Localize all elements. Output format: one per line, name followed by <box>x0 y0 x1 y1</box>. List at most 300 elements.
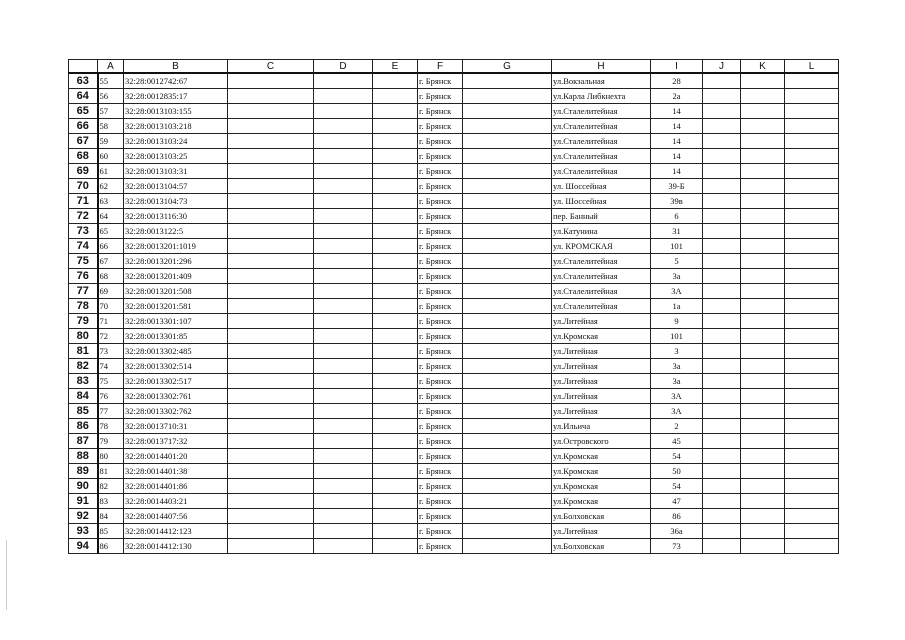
cell-h[interactable]: ул.Сталелитейная <box>552 104 651 119</box>
cell-a[interactable]: 57 <box>98 104 124 119</box>
cell-h[interactable]: пер. Банный <box>552 209 651 224</box>
cell-e[interactable] <box>373 209 418 224</box>
cell-c[interactable] <box>228 269 314 284</box>
cell-b[interactable]: 32:28:0013201:1019 <box>124 239 228 254</box>
cell-d[interactable] <box>314 104 373 119</box>
cell-j[interactable] <box>703 419 741 434</box>
cell-j[interactable] <box>703 374 741 389</box>
cell-f[interactable]: г. Брянск <box>418 89 463 104</box>
cell-e[interactable] <box>373 434 418 449</box>
cell-a[interactable]: 73 <box>98 344 124 359</box>
cell-f[interactable]: г. Брянск <box>418 464 463 479</box>
cell-e[interactable] <box>373 524 418 539</box>
cell-c[interactable] <box>228 404 314 419</box>
cell-f[interactable]: г. Брянск <box>418 239 463 254</box>
cell-a[interactable]: 72 <box>98 329 124 344</box>
row-header[interactable]: 81 <box>69 344 98 359</box>
cell-f[interactable]: г. Брянск <box>418 224 463 239</box>
cell-j[interactable] <box>703 509 741 524</box>
cell-f[interactable]: г. Брянск <box>418 299 463 314</box>
cell-d[interactable] <box>314 254 373 269</box>
cell-i[interactable]: 54 <box>651 449 703 464</box>
cell-j[interactable] <box>703 329 741 344</box>
cell-g[interactable] <box>463 73 552 89</box>
cell-k[interactable] <box>741 194 785 209</box>
cell-a[interactable]: 75 <box>98 374 124 389</box>
cell-k[interactable] <box>741 209 785 224</box>
cell-b[interactable]: 32:28:0013302:762 <box>124 404 228 419</box>
cell-c[interactable] <box>228 149 314 164</box>
cell-b[interactable]: 32:28:0013116:30 <box>124 209 228 224</box>
cell-i[interactable]: 73 <box>651 539 703 554</box>
cell-b[interactable]: 32:28:0013103:24 <box>124 134 228 149</box>
cell-c[interactable] <box>228 254 314 269</box>
cell-a[interactable]: 64 <box>98 209 124 224</box>
column-header-l[interactable]: L <box>785 60 839 74</box>
cell-i[interactable]: 3А <box>651 389 703 404</box>
cell-f[interactable]: г. Брянск <box>418 434 463 449</box>
cell-d[interactable] <box>314 539 373 554</box>
cell-l[interactable] <box>785 509 839 524</box>
cell-i[interactable]: 45 <box>651 434 703 449</box>
cell-b[interactable]: 32:28:0012742:67 <box>124 73 228 89</box>
cell-l[interactable] <box>785 494 839 509</box>
cell-g[interactable] <box>463 134 552 149</box>
cell-l[interactable] <box>785 479 839 494</box>
cell-b[interactable]: 32:28:0013717:32 <box>124 434 228 449</box>
cell-l[interactable] <box>785 104 839 119</box>
row-header[interactable]: 63 <box>69 73 98 89</box>
cell-i[interactable]: 31 <box>651 224 703 239</box>
cell-c[interactable] <box>228 329 314 344</box>
cell-c[interactable] <box>228 194 314 209</box>
row-header[interactable]: 68 <box>69 149 98 164</box>
row-header[interactable]: 74 <box>69 239 98 254</box>
cell-l[interactable] <box>785 434 839 449</box>
cell-l[interactable] <box>785 119 839 134</box>
cell-h[interactable]: ул.Сталелитейная <box>552 134 651 149</box>
cell-e[interactable] <box>373 224 418 239</box>
cell-c[interactable] <box>228 359 314 374</box>
cell-k[interactable] <box>741 239 785 254</box>
row-header[interactable]: 87 <box>69 434 98 449</box>
cell-l[interactable] <box>785 314 839 329</box>
cell-k[interactable] <box>741 449 785 464</box>
cell-g[interactable] <box>463 209 552 224</box>
cell-i[interactable]: 47 <box>651 494 703 509</box>
cell-j[interactable] <box>703 284 741 299</box>
cell-d[interactable] <box>314 419 373 434</box>
cell-d[interactable] <box>314 434 373 449</box>
cell-g[interactable] <box>463 89 552 104</box>
column-header-e[interactable]: E <box>373 60 418 74</box>
cell-i[interactable]: 3а <box>651 359 703 374</box>
cell-e[interactable] <box>373 149 418 164</box>
row-header[interactable]: 93 <box>69 524 98 539</box>
cell-a[interactable]: 76 <box>98 389 124 404</box>
cell-h[interactable]: ул.Катунина <box>552 224 651 239</box>
cell-e[interactable] <box>373 269 418 284</box>
cell-f[interactable]: г. Брянск <box>418 194 463 209</box>
cell-f[interactable]: г. Брянск <box>418 539 463 554</box>
cell-b[interactable]: 32:28:0013104:73 <box>124 194 228 209</box>
cell-j[interactable] <box>703 269 741 284</box>
cell-b[interactable]: 32:28:0013302:761 <box>124 389 228 404</box>
cell-g[interactable] <box>463 254 552 269</box>
cell-e[interactable] <box>373 194 418 209</box>
row-header[interactable]: 82 <box>69 359 98 374</box>
cell-c[interactable] <box>228 344 314 359</box>
cell-c[interactable] <box>228 209 314 224</box>
cell-e[interactable] <box>373 404 418 419</box>
column-header-j[interactable]: J <box>703 60 741 74</box>
cell-g[interactable] <box>463 404 552 419</box>
column-header-h[interactable]: H <box>552 60 651 74</box>
cell-l[interactable] <box>785 329 839 344</box>
cell-j[interactable] <box>703 134 741 149</box>
row-header[interactable]: 79 <box>69 314 98 329</box>
cell-l[interactable] <box>785 344 839 359</box>
cell-l[interactable] <box>785 449 839 464</box>
cell-h[interactable]: ул.Сталелитейная <box>552 119 651 134</box>
cell-l[interactable] <box>785 194 839 209</box>
cell-l[interactable] <box>785 299 839 314</box>
cell-f[interactable]: г. Брянск <box>418 104 463 119</box>
cell-e[interactable] <box>373 299 418 314</box>
cell-g[interactable] <box>463 449 552 464</box>
cell-b[interactable]: 32:28:0014407:56 <box>124 509 228 524</box>
cell-f[interactable]: г. Брянск <box>418 524 463 539</box>
column-header-g[interactable]: G <box>463 60 552 74</box>
cell-b[interactable]: 32:28:0013201:409 <box>124 269 228 284</box>
cell-l[interactable] <box>785 404 839 419</box>
cell-j[interactable] <box>703 539 741 554</box>
cell-f[interactable]: г. Брянск <box>418 479 463 494</box>
cell-c[interactable] <box>228 89 314 104</box>
cell-k[interactable] <box>741 434 785 449</box>
cell-j[interactable] <box>703 389 741 404</box>
cell-h[interactable]: ул.Литейная <box>552 524 651 539</box>
cell-a[interactable]: 86 <box>98 539 124 554</box>
cell-h[interactable]: ул.Кромская <box>552 494 651 509</box>
cell-h[interactable]: ул.Сталелитейная <box>552 164 651 179</box>
cell-h[interactable]: ул.Ильича <box>552 419 651 434</box>
cell-a[interactable]: 69 <box>98 284 124 299</box>
cell-h[interactable]: ул.Островского <box>552 434 651 449</box>
cell-c[interactable] <box>228 73 314 89</box>
cell-k[interactable] <box>741 464 785 479</box>
cell-d[interactable] <box>314 344 373 359</box>
cell-d[interactable] <box>314 164 373 179</box>
cell-g[interactable] <box>463 329 552 344</box>
cell-c[interactable] <box>228 164 314 179</box>
cell-i[interactable]: 14 <box>651 119 703 134</box>
cell-f[interactable]: г. Брянск <box>418 494 463 509</box>
cell-f[interactable]: г. Брянск <box>418 374 463 389</box>
cell-k[interactable] <box>741 359 785 374</box>
cell-i[interactable]: 3а <box>651 374 703 389</box>
cell-c[interactable] <box>228 479 314 494</box>
cell-i[interactable]: 36а <box>651 524 703 539</box>
cell-a[interactable]: 71 <box>98 314 124 329</box>
cell-b[interactable]: 32:28:0013103:31 <box>124 164 228 179</box>
cell-h[interactable]: ул.Карла Либкнехта <box>552 89 651 104</box>
cell-c[interactable] <box>228 314 314 329</box>
cell-g[interactable] <box>463 104 552 119</box>
cell-g[interactable] <box>463 314 552 329</box>
cell-i[interactable]: 39-Б <box>651 179 703 194</box>
cell-d[interactable] <box>314 509 373 524</box>
column-header-d[interactable]: D <box>314 60 373 74</box>
cell-b[interactable]: 32:28:0013122:5 <box>124 224 228 239</box>
cell-d[interactable] <box>314 479 373 494</box>
row-header[interactable]: 85 <box>69 404 98 419</box>
cell-k[interactable] <box>741 479 785 494</box>
cell-f[interactable]: г. Брянск <box>418 209 463 224</box>
cell-k[interactable] <box>741 389 785 404</box>
cell-g[interactable] <box>463 464 552 479</box>
cell-b[interactable]: 32:28:0014401:86 <box>124 479 228 494</box>
cell-f[interactable]: г. Брянск <box>418 404 463 419</box>
cell-b[interactable]: 32:28:0013104:57 <box>124 179 228 194</box>
cell-d[interactable] <box>314 329 373 344</box>
cell-f[interactable]: г. Брянск <box>418 284 463 299</box>
cell-c[interactable] <box>228 119 314 134</box>
cell-d[interactable] <box>314 299 373 314</box>
cell-k[interactable] <box>741 224 785 239</box>
cell-c[interactable] <box>228 419 314 434</box>
cell-h[interactable]: ул.Сталелитейная <box>552 269 651 284</box>
cell-j[interactable] <box>703 344 741 359</box>
cell-j[interactable] <box>703 164 741 179</box>
cell-l[interactable] <box>785 374 839 389</box>
row-header[interactable]: 94 <box>69 539 98 554</box>
cell-b[interactable]: 32:28:0013103:218 <box>124 119 228 134</box>
cell-k[interactable] <box>741 73 785 89</box>
cell-j[interactable] <box>703 104 741 119</box>
cell-a[interactable]: 77 <box>98 404 124 419</box>
cell-l[interactable] <box>785 359 839 374</box>
cell-l[interactable] <box>785 224 839 239</box>
cell-l[interactable] <box>785 89 839 104</box>
cell-d[interactable] <box>314 134 373 149</box>
cell-k[interactable] <box>741 134 785 149</box>
cell-k[interactable] <box>741 164 785 179</box>
cell-b[interactable]: 32:28:0014401:20 <box>124 449 228 464</box>
column-header-k[interactable]: K <box>741 60 785 74</box>
cell-k[interactable] <box>741 284 785 299</box>
cell-d[interactable] <box>314 73 373 89</box>
cell-b[interactable]: 32:28:0014412:130 <box>124 539 228 554</box>
cell-i[interactable]: 14 <box>651 104 703 119</box>
cell-j[interactable] <box>703 299 741 314</box>
cell-e[interactable] <box>373 179 418 194</box>
cell-l[interactable] <box>785 149 839 164</box>
cell-e[interactable] <box>373 344 418 359</box>
cell-k[interactable] <box>741 179 785 194</box>
cell-k[interactable] <box>741 404 785 419</box>
cell-l[interactable] <box>785 134 839 149</box>
cell-l[interactable] <box>785 524 839 539</box>
cell-e[interactable] <box>373 329 418 344</box>
cell-k[interactable] <box>741 104 785 119</box>
cell-g[interactable] <box>463 179 552 194</box>
cell-h[interactable]: ул.Кромская <box>552 329 651 344</box>
cell-k[interactable] <box>741 329 785 344</box>
cell-g[interactable] <box>463 269 552 284</box>
cell-a[interactable]: 82 <box>98 479 124 494</box>
cell-h[interactable]: ул.Кромская <box>552 479 651 494</box>
row-header[interactable]: 73 <box>69 224 98 239</box>
cell-b[interactable]: 32:28:0013201:508 <box>124 284 228 299</box>
cell-h[interactable]: ул.Вокзальная <box>552 73 651 89</box>
cell-d[interactable] <box>314 209 373 224</box>
row-header[interactable]: 83 <box>69 374 98 389</box>
cell-h[interactable]: ул.Литейная <box>552 344 651 359</box>
cell-j[interactable] <box>703 359 741 374</box>
cell-g[interactable] <box>463 524 552 539</box>
cell-f[interactable]: г. Брянск <box>418 314 463 329</box>
cell-h[interactable]: ул.Болховская <box>552 539 651 554</box>
cell-i[interactable]: 9 <box>651 314 703 329</box>
cell-a[interactable]: 60 <box>98 149 124 164</box>
cell-i[interactable]: 6 <box>651 209 703 224</box>
cell-g[interactable] <box>463 164 552 179</box>
cell-b[interactable]: 32:28:0013201:296 <box>124 254 228 269</box>
cell-l[interactable] <box>785 73 839 89</box>
cell-j[interactable] <box>703 89 741 104</box>
cell-b[interactable]: 32:28:0013302:485 <box>124 344 228 359</box>
cell-e[interactable] <box>373 239 418 254</box>
cell-i[interactable]: 3А <box>651 404 703 419</box>
cell-c[interactable] <box>228 224 314 239</box>
cell-d[interactable] <box>314 179 373 194</box>
cell-j[interactable] <box>703 194 741 209</box>
cell-a[interactable]: 65 <box>98 224 124 239</box>
cell-b[interactable]: 32:28:0012835:17 <box>124 89 228 104</box>
cell-i[interactable]: 2 <box>651 419 703 434</box>
cell-g[interactable] <box>463 374 552 389</box>
cell-a[interactable]: 61 <box>98 164 124 179</box>
cell-e[interactable] <box>373 449 418 464</box>
cell-a[interactable]: 62 <box>98 179 124 194</box>
cell-l[interactable] <box>785 164 839 179</box>
cell-d[interactable] <box>314 119 373 134</box>
cell-i[interactable]: 2а <box>651 89 703 104</box>
cell-j[interactable] <box>703 449 741 464</box>
row-header[interactable]: 86 <box>69 419 98 434</box>
cell-a[interactable]: 67 <box>98 254 124 269</box>
column-header-f[interactable]: F <box>418 60 463 74</box>
cell-k[interactable] <box>741 89 785 104</box>
cell-b[interactable]: 32:28:0013302:514 <box>124 359 228 374</box>
cell-l[interactable] <box>785 539 839 554</box>
cell-b[interactable]: 32:28:0013302:517 <box>124 374 228 389</box>
cell-a[interactable]: 59 <box>98 134 124 149</box>
cell-d[interactable] <box>314 89 373 104</box>
cell-d[interactable] <box>314 239 373 254</box>
cell-f[interactable]: г. Брянск <box>418 119 463 134</box>
cell-j[interactable] <box>703 464 741 479</box>
cell-g[interactable] <box>463 284 552 299</box>
cell-c[interactable] <box>228 374 314 389</box>
cell-e[interactable] <box>373 509 418 524</box>
cell-j[interactable] <box>703 119 741 134</box>
cell-b[interactable]: 32:28:0013103:155 <box>124 104 228 119</box>
row-header[interactable]: 65 <box>69 104 98 119</box>
cell-k[interactable] <box>741 509 785 524</box>
cell-b[interactable]: 32:28:0013301:85 <box>124 329 228 344</box>
cell-i[interactable]: 101 <box>651 329 703 344</box>
cell-d[interactable] <box>314 359 373 374</box>
column-header-a[interactable]: A <box>98 60 124 74</box>
cell-a[interactable]: 55 <box>98 73 124 89</box>
corner-cell[interactable] <box>69 60 98 74</box>
cell-e[interactable] <box>373 104 418 119</box>
cell-i[interactable]: 1а <box>651 299 703 314</box>
cell-g[interactable] <box>463 539 552 554</box>
cell-k[interactable] <box>741 539 785 554</box>
cell-c[interactable] <box>228 494 314 509</box>
cell-k[interactable] <box>741 254 785 269</box>
cell-c[interactable] <box>228 179 314 194</box>
cell-j[interactable] <box>703 314 741 329</box>
cell-c[interactable] <box>228 284 314 299</box>
cell-h[interactable]: ул.Литейная <box>552 404 651 419</box>
row-header[interactable]: 84 <box>69 389 98 404</box>
cell-a[interactable]: 80 <box>98 449 124 464</box>
cell-e[interactable] <box>373 314 418 329</box>
cell-g[interactable] <box>463 494 552 509</box>
cell-f[interactable]: г. Брянск <box>418 509 463 524</box>
cell-e[interactable] <box>373 119 418 134</box>
cell-i[interactable]: 86 <box>651 509 703 524</box>
column-header-b[interactable]: B <box>124 60 228 74</box>
cell-k[interactable] <box>741 524 785 539</box>
row-header[interactable]: 78 <box>69 299 98 314</box>
row-header[interactable]: 70 <box>69 179 98 194</box>
cell-i[interactable]: 101 <box>651 239 703 254</box>
cell-c[interactable] <box>228 449 314 464</box>
cell-f[interactable]: г. Брянск <box>418 449 463 464</box>
cell-j[interactable] <box>703 479 741 494</box>
cell-a[interactable]: 66 <box>98 239 124 254</box>
cell-l[interactable] <box>785 284 839 299</box>
cell-c[interactable] <box>228 239 314 254</box>
cell-j[interactable] <box>703 254 741 269</box>
cell-f[interactable]: г. Брянск <box>418 149 463 164</box>
cell-g[interactable] <box>463 509 552 524</box>
cell-d[interactable] <box>314 149 373 164</box>
cell-j[interactable] <box>703 73 741 89</box>
cell-h[interactable]: ул.Литейная <box>552 359 651 374</box>
cell-e[interactable] <box>373 419 418 434</box>
cell-f[interactable]: г. Брянск <box>418 73 463 89</box>
cell-k[interactable] <box>741 344 785 359</box>
cell-c[interactable] <box>228 134 314 149</box>
cell-g[interactable] <box>463 149 552 164</box>
cell-b[interactable]: 32:28:0013201:581 <box>124 299 228 314</box>
cell-g[interactable] <box>463 359 552 374</box>
cell-i[interactable]: 50 <box>651 464 703 479</box>
cell-h[interactable]: ул. КРОМСКАЯ <box>552 239 651 254</box>
cell-f[interactable]: г. Брянск <box>418 359 463 374</box>
row-header[interactable]: 75 <box>69 254 98 269</box>
cell-c[interactable] <box>228 389 314 404</box>
cell-h[interactable]: ул.Сталелитейная <box>552 284 651 299</box>
cell-i[interactable]: 39в <box>651 194 703 209</box>
cell-g[interactable] <box>463 389 552 404</box>
